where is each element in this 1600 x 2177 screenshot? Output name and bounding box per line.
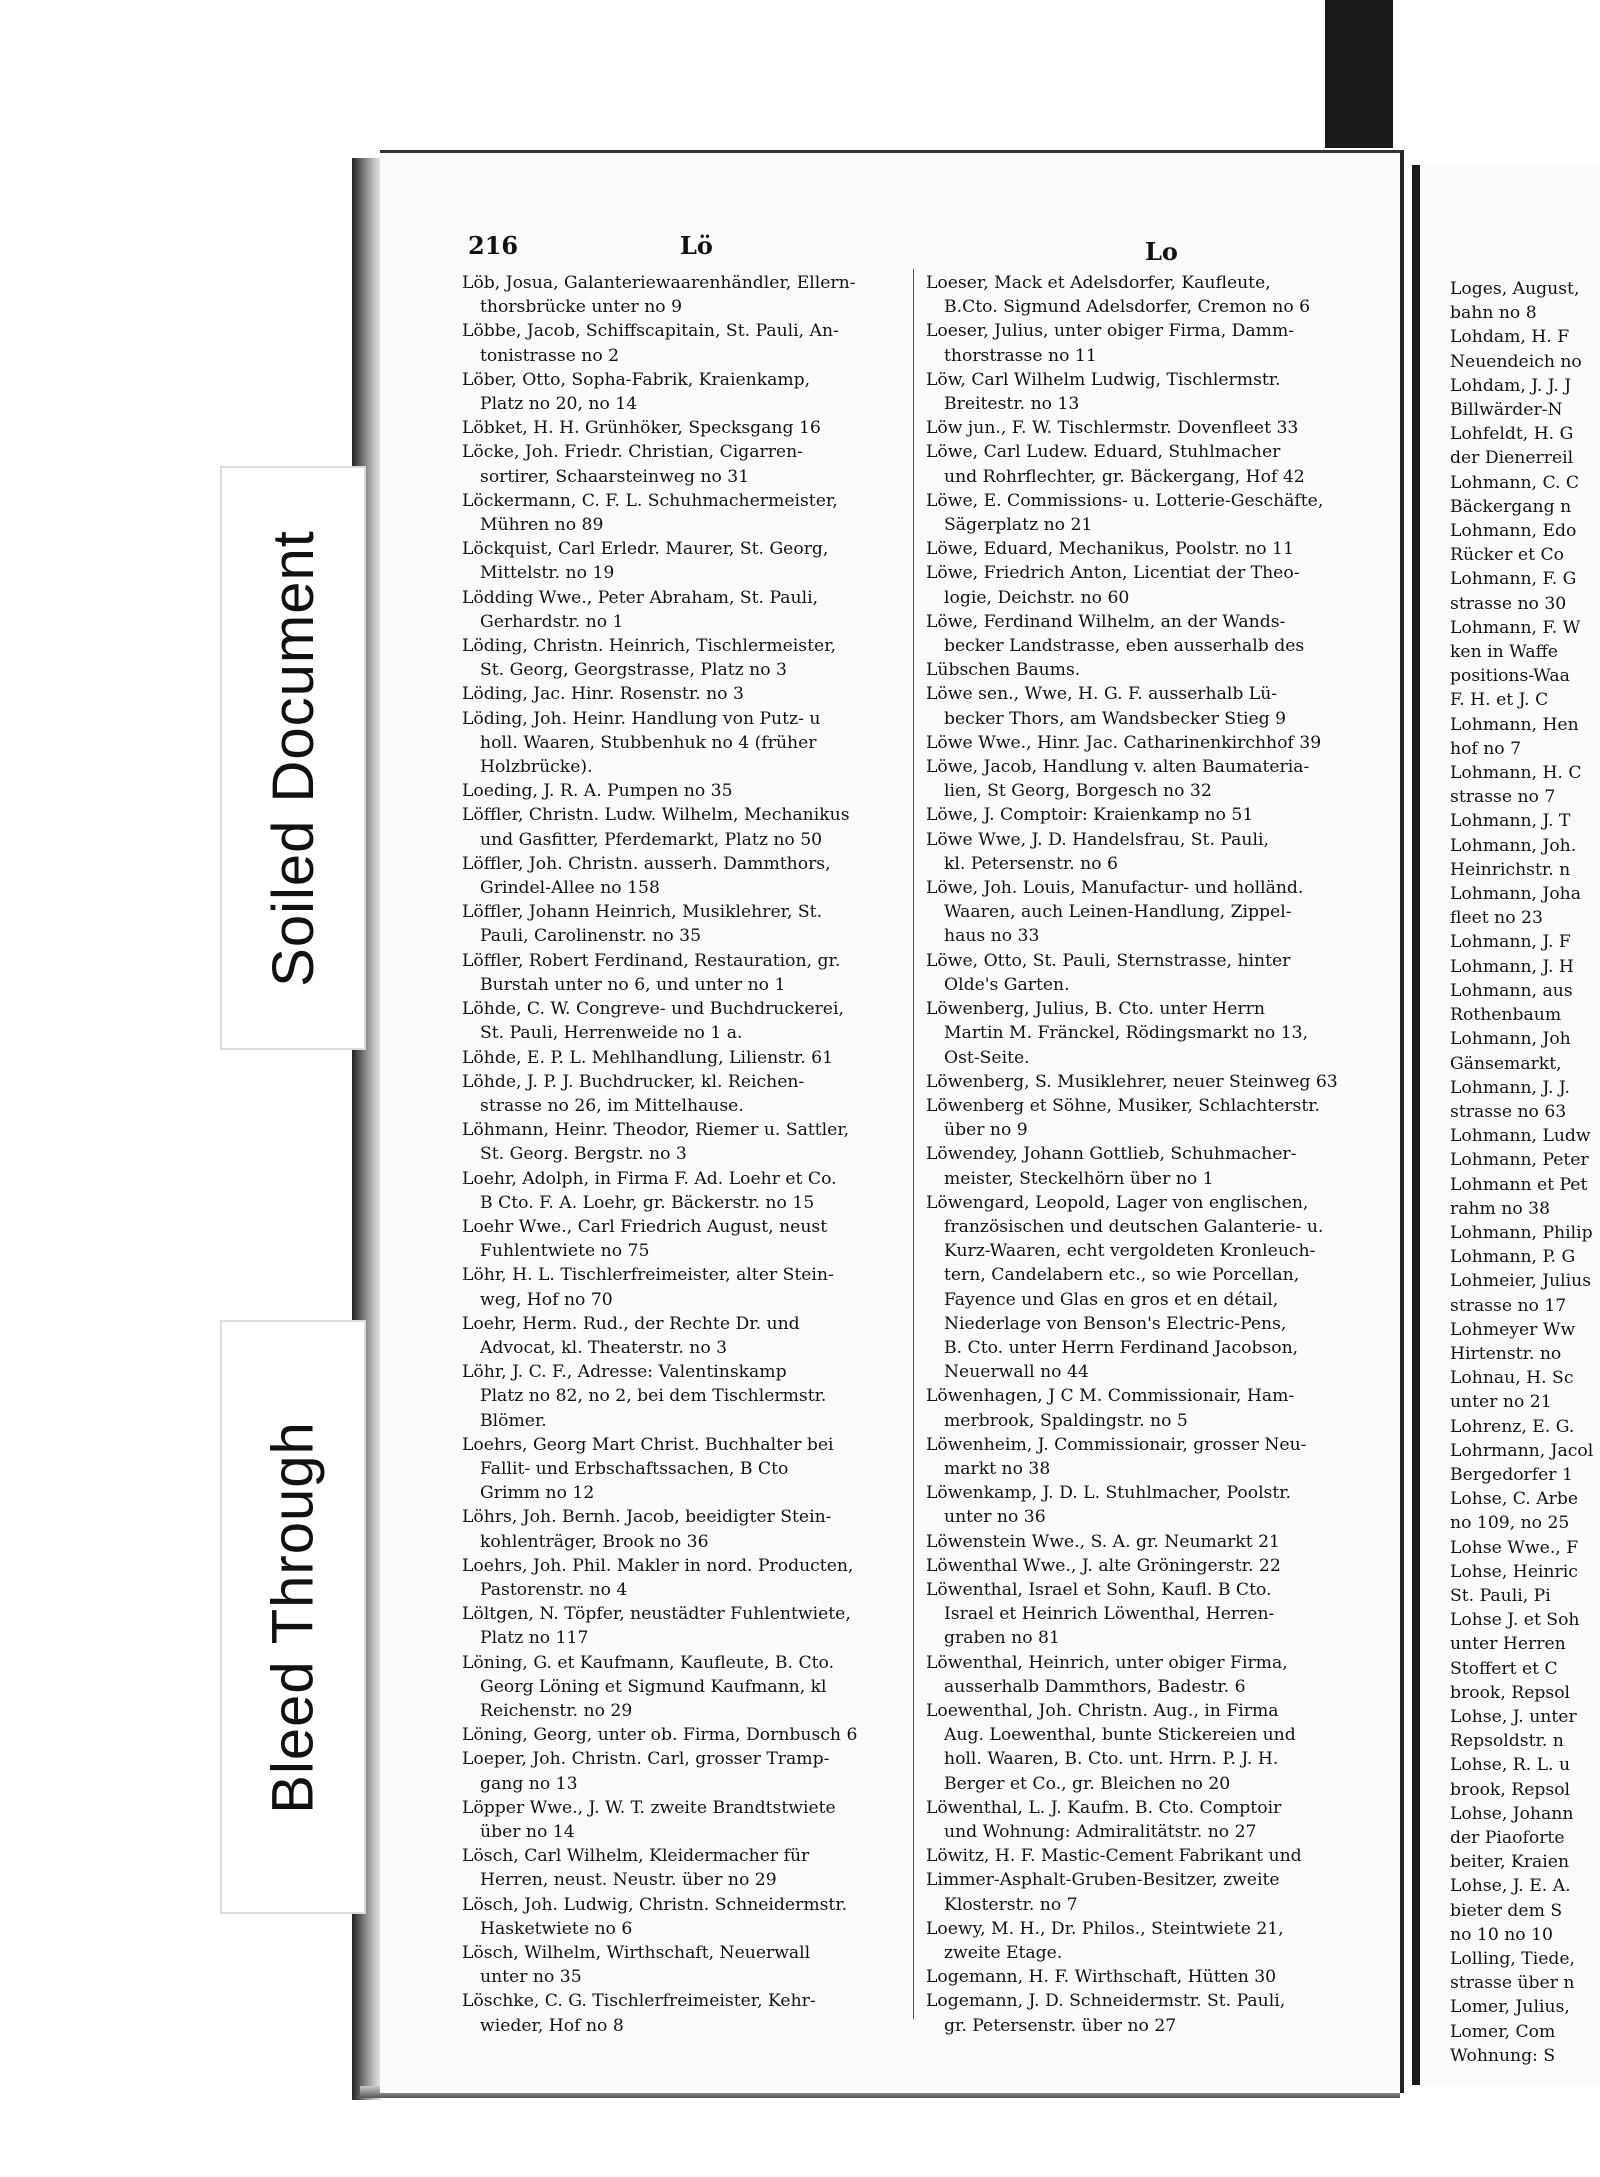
directory-line: brook, Repsol — [1450, 1682, 1571, 1703]
directory-line: Lohse, Heinric — [1450, 1561, 1578, 1582]
directory-line: unter no 35 — [480, 1967, 582, 1988]
directory-line: Lübschen Baums. — [926, 660, 1081, 681]
directory-line: Pauli, Carolinenstr. no 35 — [480, 926, 702, 947]
directory-line: Lohmann, J. J. — [1450, 1077, 1570, 1098]
directory-line: hof no 7 — [1450, 738, 1522, 759]
directory-line: Lösch, Joh. Ludwig, Christn. Schneidermstr. — [462, 1894, 848, 1915]
directory-line: Löhde, E. P. L. Mehlhandlung, Lilienstr. 61 — [462, 1047, 834, 1068]
directory-line: Löwenkamp, J. D. L. Stuhlmacher, Poolstr. — [926, 1483, 1292, 1504]
directory-line: Lohmann, Ludw — [1450, 1126, 1591, 1147]
directory-line: Olde's Garten. — [944, 974, 1070, 995]
directory-line: no 109, no 25 — [1450, 1513, 1570, 1534]
directory-line: Löckquist, Carl Erledr. Maurer, St. Georg, — [462, 539, 829, 560]
directory-line: strasse über n — [1450, 1973, 1575, 1994]
directory-line: Fuhlentwiete no 75 — [480, 1241, 650, 1262]
directory-line: Loewy, M. H., Dr. Philos., Steintwiete 21, — [926, 1918, 1284, 1939]
directory-line: Löwenhagen, J C M. Commissionair, Ham- — [926, 1386, 1295, 1407]
directory-line: Fallit- und Erbschaftssachen, B Cto — [480, 1458, 789, 1479]
directory-line: Lösch, Carl Wilhelm, Kleidermacher für — [462, 1846, 810, 1867]
directory-line: kohlenträger, Brook no 36 — [480, 1531, 709, 1552]
directory-line: Billwärder-N — [1450, 400, 1563, 421]
directory-line: strasse no 63 — [1450, 1101, 1567, 1122]
directory-line: und Gasfitter, Pferdemarkt, Platz no 50 — [480, 829, 823, 850]
directory-line: Platz no 117 — [480, 1628, 589, 1649]
directory-line: Bergedorfer 1 — [1450, 1464, 1573, 1485]
directory-line: Löwenheim, J. Commissionair, grosser Neu- — [926, 1434, 1307, 1455]
directory-line: gang no 13 — [480, 1773, 578, 1794]
directory-line: ken in Waffe — [1450, 642, 1558, 663]
directory-line: St. Georg. Bergstr. no 3 — [480, 1144, 687, 1165]
directory-line: Löning, G. et Kaufmann, Kaufleute, B. Cto. — [462, 1652, 835, 1673]
column-divider — [913, 269, 914, 2019]
directory-line: Rothenbaum — [1450, 1005, 1562, 1026]
directory-line: Platz no 20, no 14 — [480, 394, 638, 415]
directory-line: Waaren, auch Leinen-Handlung, Zippel- — [944, 902, 1292, 923]
directory-line: Neuendeich no — [1450, 351, 1582, 372]
directory-line: Löwe, Jacob, Handlung v. alten Baumateria- — [926, 757, 1310, 778]
directory-line: Lomer, Com — [1450, 2021, 1556, 2042]
soiled-document-label — [220, 466, 366, 1050]
facing-page-column — [1450, 277, 1593, 2068]
directory-line: Lohse Wwe., F — [1450, 1537, 1579, 1558]
directory-line: Repsoldstr. n — [1450, 1731, 1564, 1752]
directory-line: Löckermann, C. F. L. Schuhmachermeister, — [462, 490, 838, 511]
directory-line: Lohmann, Joh. — [1450, 835, 1577, 856]
directory-line: Loeding, J. R. A. Pumpen no 35 — [462, 781, 733, 802]
directory-line: Lödding Wwe., Peter Abraham, St. Pauli, — [462, 587, 819, 608]
directory-line: Löwe, Joh. Louis, Manufactur- und holländ. — [926, 878, 1304, 899]
directory-line: Lohmann et Pet — [1450, 1174, 1588, 1195]
directory-line: Löwenberg, Julius, B. Cto. unter Herrn — [926, 999, 1265, 1020]
directory-line: Klosterstr. no 7 — [944, 1894, 1078, 1915]
directory-line: Löwendey, Johann Gottlieb, Schuhmacher- — [926, 1144, 1297, 1165]
directory-line: Löwe, E. Commissions- u. Lotterie-Geschäfte, — [926, 490, 1324, 511]
directory-line: strasse no 30 — [1450, 593, 1567, 614]
directory-line: Loeper, Joh. Christn. Carl, grosser Tramp- — [462, 1749, 830, 1770]
directory-line: Breitestr. no 13 — [944, 394, 1080, 415]
directory-line: Wohnung: S — [1450, 2045, 1556, 2066]
directory-line: Löffler, Robert Ferdinand, Restauration, gr. — [462, 950, 841, 971]
directory-line: Reichenstr. no 29 — [480, 1700, 633, 1721]
directory-line: strasse no 17 — [1450, 1295, 1567, 1316]
directory-line: Lohmann, Hen — [1450, 714, 1579, 735]
directory-line: Lohmann, C. C — [1450, 472, 1580, 493]
directory-line: Lohmann, P. G — [1450, 1247, 1576, 1268]
directory-line: Löwe Wwe, J. D. Handelsfrau, St. Pauli, — [926, 829, 1269, 850]
directory-line: Loeser, Julius, unter obiger Firma, Damm- — [926, 321, 1295, 342]
directory-line: Löcke, Joh. Friedr. Christian, Cigarren- — [462, 442, 803, 463]
directory-line: ausserhalb Dammthors, Badestr. 6 — [944, 1676, 1246, 1697]
directory-line: Stoffert et C — [1450, 1658, 1558, 1679]
directory-line: Lohmann, aus — [1450, 980, 1573, 1001]
directory-line: Grindel-Allee no 158 — [480, 878, 660, 899]
directory-line: Blömer. — [480, 1410, 547, 1431]
directory-line: Lohmann, Peter — [1450, 1150, 1589, 1171]
directory-line: Löwe Wwe., Hinr. Jac. Catharinenkirchhof 39 — [926, 732, 1322, 753]
directory-line: Lomer, Julius, — [1450, 1997, 1570, 2018]
directory-line: markt no 38 — [944, 1458, 1051, 1479]
directory-line: Loehrs, Georg Mart Christ. Buchhalter bei — [462, 1434, 834, 1455]
directory-line: positions-Waa — [1450, 666, 1570, 687]
directory-line: Löwe, Eduard, Mechanikus, Poolstr. no 11 — [926, 539, 1294, 560]
directory-line: Löwe, Friedrich Anton, Licentiat der Theo- — [926, 563, 1300, 584]
directory-line: strasse no 7 — [1450, 787, 1556, 808]
directory-line: tern, Candelabern etc., so wie Porcellan, — [944, 1265, 1300, 1286]
directory-line: Lohmann, J. F — [1450, 932, 1571, 953]
directory-line: F. H. et J. C — [1450, 690, 1549, 711]
directory-line: Israel et Heinrich Löwenthal, Herren- — [944, 1604, 1275, 1625]
directory-line: Löwenthal, Israel et Sohn, Kaufl. B Cto. — [926, 1579, 1272, 1600]
directory-line: Lohmann, J. H — [1450, 956, 1574, 977]
directory-line: Löhrs, Joh. Bernh. Jacob, beeidigter Stein- — [462, 1507, 832, 1528]
directory-line: der Piaoforte — [1450, 1828, 1565, 1848]
directory-line: Platz no 82, no 2, bei dem Tischlermstr. — [480, 1386, 827, 1407]
directory-line: logie, Deichstr. no 60 — [944, 587, 1130, 608]
directory-line: Lohdam, J. J. J — [1450, 375, 1572, 396]
directory-line: Ost-Seite. — [944, 1047, 1030, 1068]
facing-page-fragment — [1412, 165, 1600, 2085]
directory-line: Löwenthal, Heinrich, unter obiger Firma, — [926, 1652, 1288, 1673]
directory-line: über no 14 — [480, 1822, 575, 1842]
directory-line: Heinrichstr. n — [1450, 859, 1571, 880]
directory-line: Löwengard, Leopold, Lager von englischen, — [926, 1192, 1309, 1213]
directory-line: Löwe, Carl Ludew. Eduard, Stuhlmacher — [926, 442, 1281, 463]
directory-line: weg, Hof no 70 — [480, 1289, 613, 1310]
directory-line: Rücker et Co — [1450, 545, 1564, 566]
directory-line: Lohse, C. Arbe — [1450, 1489, 1579, 1510]
directory-line: Lohse, R. L. u — [1450, 1755, 1571, 1776]
directory-line: Lohse, Johann — [1450, 1803, 1574, 1824]
directory-line: merbrook, Spaldingstr. no 5 — [944, 1410, 1188, 1431]
directory-line: St. Georg, Georgstrasse, Platz no 3 — [480, 660, 787, 681]
directory-line: Löpper Wwe., J. W. T. zweite Brandtstwiete — [462, 1797, 836, 1818]
directory-line: Löbbe, Jacob, Schiffscapitain, St. Pauli, An- — [462, 321, 839, 342]
directory-line: Loehr, Adolph, in Firma F. Ad. Loehr et Co. — [462, 1168, 837, 1189]
directory-line: Grimm no 12 — [480, 1483, 595, 1504]
directory-line: Löwenstein Wwe., S. A. gr. Neumarkt 21 — [926, 1531, 1280, 1552]
directory-line: Logemann, H. F. Wirthschaft, Hütten 30 — [926, 1967, 1277, 1988]
directory-line: Löwe, J. Comptoir: Kraienkamp no 51 — [926, 805, 1254, 826]
soiled-document-text: Soiled Document — [260, 529, 326, 987]
directory-line: Limmer-Asphalt-Gruben-Besitzer, zweite — [926, 1870, 1280, 1891]
directory-line: becker Thors, am Wandsbecker Stieg 9 — [944, 708, 1287, 729]
directory-line: unter no 21 — [1450, 1392, 1552, 1413]
directory-line: Löwenberg, S. Musiklehrer, neuer Steinweg 63 — [926, 1071, 1338, 1092]
directory-line: Herren, neust. Neustr. über no 29 — [480, 1870, 777, 1891]
directory-line: Löding, Jac. Hinr. Rosenstr. no 3 — [462, 684, 744, 705]
directory-line: Mittelstr. no 19 — [480, 563, 615, 584]
directory-line: Löffler, Joh. Christn. ausserh. Dammthors, — [462, 853, 831, 874]
directory-line: Georg Löning et Sigmund Kaufmann, kl — [480, 1676, 827, 1697]
directory-line: Löhr, J. C. F., Adresse: Valentinskamp — [462, 1362, 787, 1383]
directory-line: Lohmann, Edo — [1450, 521, 1577, 542]
directory-line: thorstrasse no 11 — [944, 345, 1097, 366]
directory-line: über no 9 — [944, 1120, 1028, 1141]
directory-line: Advocat, kl. Theaterstr. no 3 — [480, 1337, 728, 1358]
directory-line: Neuerwall no 44 — [944, 1362, 1089, 1383]
left-column — [462, 271, 894, 2038]
directory-line: Lohmann, H. C — [1450, 763, 1582, 784]
directory-line: Lohmann, F. G — [1450, 569, 1577, 590]
directory-line: Löschke, C. G. Tischlerfreimeister, Kehr- — [462, 1991, 816, 2012]
directory-line: Löding, Joh. Heinr. Handlung von Putz- u — [462, 708, 821, 729]
directory-line: no 10 no 10 — [1450, 1924, 1553, 1945]
directory-line: Burstah unter no 6, und unter no 1 — [480, 974, 786, 995]
directory-line: Lohse, J. E. A. — [1450, 1876, 1571, 1897]
directory-line: Niederlage von Benson's Electric-Pens, — [944, 1313, 1287, 1334]
directory-line: haus no 33 — [944, 926, 1040, 947]
directory-line: tonistrasse no 2 — [480, 345, 620, 366]
directory-line: Lohfeldt, H. G — [1450, 424, 1574, 445]
directory-line: Löwenberg et Söhne, Musiker, Schlachterstr. — [926, 1095, 1321, 1116]
left-column-heading: Lö — [680, 231, 713, 260]
directory-line: B.Cto. Sigmund Adelsdorfer, Cremon no 6 — [944, 297, 1311, 318]
directory-line: Martin M. Fränckel, Rödingsmarkt no 13, — [944, 1023, 1309, 1044]
directory-line: unter Herren — [1450, 1634, 1566, 1655]
directory-line: Loeser, Mack et Adelsdorfer, Kaufleute, — [926, 273, 1271, 293]
directory-line: Löffler, Christn. Ludw. Wilhelm, Mechanikus — [462, 805, 850, 826]
right-column-heading: Lo — [1145, 237, 1178, 266]
directory-line: becker Landstrasse, eben ausserhalb des — [944, 636, 1305, 657]
directory-line: Lohmeier, Julius — [1450, 1271, 1592, 1292]
directory-line: Löhde, J. P. J. Buchdrucker, kl. Reichen- — [462, 1071, 805, 1092]
directory-line: Lohnau, H. Sc — [1450, 1368, 1574, 1389]
directory-line: holl. Waaren, B. Cto. unt. Hrrn. P. J. H. — [944, 1749, 1279, 1770]
directory-line: thorsbrücke unter no 9 — [480, 297, 683, 318]
directory-line: der Dienerreil — [1450, 448, 1574, 469]
middle-column — [926, 271, 1386, 2038]
directory-page — [380, 150, 1404, 2093]
directory-line: zweite Etage. — [944, 1943, 1063, 1964]
directory-line: Löwitz, H. F. Mastic-Cement Fabrikant und — [926, 1846, 1302, 1867]
directory-line: Löbket, H. H. Grünhöker, Specksgang 16 — [462, 418, 821, 439]
directory-line: brook, Repsol — [1450, 1779, 1571, 1800]
directory-line: Loewenthal, Joh. Christn. Aug., in Firma — [926, 1700, 1279, 1721]
directory-line: Lolling, Tiede, — [1450, 1949, 1576, 1970]
directory-line: lien, St Georg, Borgesch no 32 — [944, 781, 1212, 802]
directory-line: Lohdam, H. F — [1450, 327, 1570, 348]
directory-line: Löding, Christn. Heinrich, Tischlermeister, — [462, 636, 836, 657]
directory-line: Fayence und Glas en gros et en détail, — [944, 1289, 1279, 1310]
directory-line: Lohmann, J. T — [1450, 811, 1571, 832]
bleed-through-label — [220, 1320, 366, 1914]
directory-line: Loehr, Herm. Rud., der Rechte Dr. und — [462, 1313, 800, 1334]
directory-line: bahn no 8 — [1450, 303, 1537, 324]
directory-line: Lohmann, Philip — [1450, 1222, 1593, 1243]
bleed-through-text: Bleed Through — [260, 1420, 326, 1814]
directory-line: Löning, Georg, unter ob. Firma, Dornbusch 6 — [462, 1725, 858, 1746]
directory-line: Löw, Carl Wilhelm Ludwig, Tischlermstr. — [926, 369, 1281, 390]
directory-line: wieder, Hof no 8 — [480, 2015, 624, 2036]
directory-line: fleet no 23 — [1450, 908, 1543, 929]
directory-line: Löber, Otto, Sopha-Fabrik, Kraienkamp, — [462, 369, 811, 390]
page-number: 216 — [468, 231, 519, 260]
directory-line: Holzbrücke). — [480, 757, 593, 778]
directory-line: Löwenthal Wwe., J. alte Gröningerstr. 22 — [926, 1555, 1281, 1576]
directory-line: Löwe, Ferdinand Wilhelm, an der Wands- — [926, 611, 1286, 632]
directory-line: Bäckergang n — [1450, 496, 1572, 517]
directory-line: Löwe, Otto, St. Pauli, Sternstrasse, hinter — [926, 950, 1291, 971]
directory-line: Lohse J. et Soh — [1450, 1610, 1580, 1631]
directory-line: Löwe sen., Wwe, H. G. F. ausserhalb Lü- — [926, 684, 1278, 705]
directory-line: Lohmann, Joh — [1450, 1029, 1571, 1050]
directory-line: Berger et Co., gr. Bleichen no 20 — [944, 1773, 1231, 1794]
directory-line: Lohrmann, Jacol — [1450, 1440, 1594, 1461]
directory-line: Hirtenstr. no — [1450, 1343, 1562, 1364]
directory-line: Lösch, Wilhelm, Wirthschaft, Neuerwall — [462, 1943, 811, 1964]
directory-line: und Wohnung: Admiralitätstr. no 27 — [944, 1822, 1257, 1842]
directory-line: meister, Steckelhörn über no 1 — [944, 1168, 1214, 1189]
directory-line: Gänsemarkt, — [1450, 1053, 1562, 1074]
directory-line: Lohrenz, E. G. — [1450, 1416, 1575, 1437]
directory-line: Lohmeyer Ww — [1450, 1319, 1576, 1340]
directory-line: Löltgen, N. Töpfer, neustädter Fuhlentwiete, — [462, 1604, 851, 1625]
directory-line: Löhmann, Heinr. Theodor, Riemer u. Sattler, — [462, 1120, 850, 1141]
scan-edge-bar — [1325, 0, 1393, 148]
directory-line: Löb, Josua, Galanteriewaarenhändler, Ellern- — [462, 273, 856, 293]
directory-line: kl. Petersenstr. no 6 — [944, 853, 1118, 874]
directory-line: Sägerplatz no 21 — [944, 515, 1093, 536]
directory-line: strasse no 26, im Mittelhause. — [480, 1095, 744, 1116]
directory-line: St. Pauli, Pi — [1450, 1585, 1551, 1606]
directory-line: Aug. Loewenthal, bunte Stickereien und — [944, 1725, 1296, 1746]
directory-line: graben no 81 — [944, 1628, 1060, 1649]
directory-line: Hasketwiete no 6 — [480, 1918, 633, 1939]
directory-line: französischen und deutschen Galanterie- u. — [944, 1216, 1324, 1237]
directory-line: rahm no 38 — [1450, 1198, 1551, 1219]
directory-line: Lohmann, Joha — [1450, 884, 1581, 905]
directory-line: gr. Petersenstr. über no 27 — [944, 2015, 1177, 2036]
directory-line: Kurz-Waaren, echt vergoldeten Kronleuch- — [944, 1241, 1316, 1262]
directory-line: Loges, August, — [1450, 279, 1580, 299]
directory-line: bieter dem S — [1450, 1900, 1563, 1921]
directory-line: beiter, Kraien — [1450, 1852, 1570, 1873]
directory-line: B Cto. F. A. Loehr, gr. Bäckerstr. no 15 — [480, 1192, 815, 1213]
directory-line: Löffler, Johann Heinrich, Musiklehrer, St. — [462, 902, 823, 923]
directory-line: Löwenthal, L. J. Kaufm. B. Cto. Comptoir — [926, 1797, 1282, 1818]
directory-line: St. Pauli, Herrenweide no 1 a. — [480, 1023, 743, 1044]
directory-line: Loehr Wwe., Carl Friedrich August, neust — [462, 1216, 828, 1237]
directory-line: Pastorenstr. no 4 — [480, 1579, 628, 1600]
directory-line: und Rohrflechter, gr. Bäckergang, Hof 42 — [944, 466, 1305, 487]
directory-line: Mühren no 89 — [480, 515, 604, 536]
directory-line: Löhde, C. W. Congreve- und Buchdruckerei, — [462, 999, 844, 1020]
directory-line: Loehrs, Joh. Phil. Makler in nord. Producten, — [462, 1555, 854, 1576]
directory-line: holl. Waaren, Stubbenhuk no 4 (früher — [480, 732, 817, 753]
directory-line: unter no 36 — [944, 1507, 1046, 1528]
directory-line: Logemann, J. D. Schneidermstr. St. Pauli, — [926, 1991, 1286, 2012]
directory-line: Lohse, J. unter — [1450, 1706, 1577, 1727]
directory-line: Lohmann, F. W — [1450, 617, 1581, 638]
directory-line: Gerhardstr. no 1 — [480, 611, 624, 632]
directory-line: Löw jun., F. W. Tischlermstr. Dovenfleet 33 — [926, 418, 1299, 439]
directory-line: sortirer, Schaarsteinweg no 31 — [480, 466, 750, 487]
directory-line: B. Cto. unter Herrn Ferdinand Jacobson, — [944, 1337, 1299, 1358]
directory-line: Löhr, H. L. Tischlerfreimeister, alter Stein- — [462, 1265, 834, 1286]
